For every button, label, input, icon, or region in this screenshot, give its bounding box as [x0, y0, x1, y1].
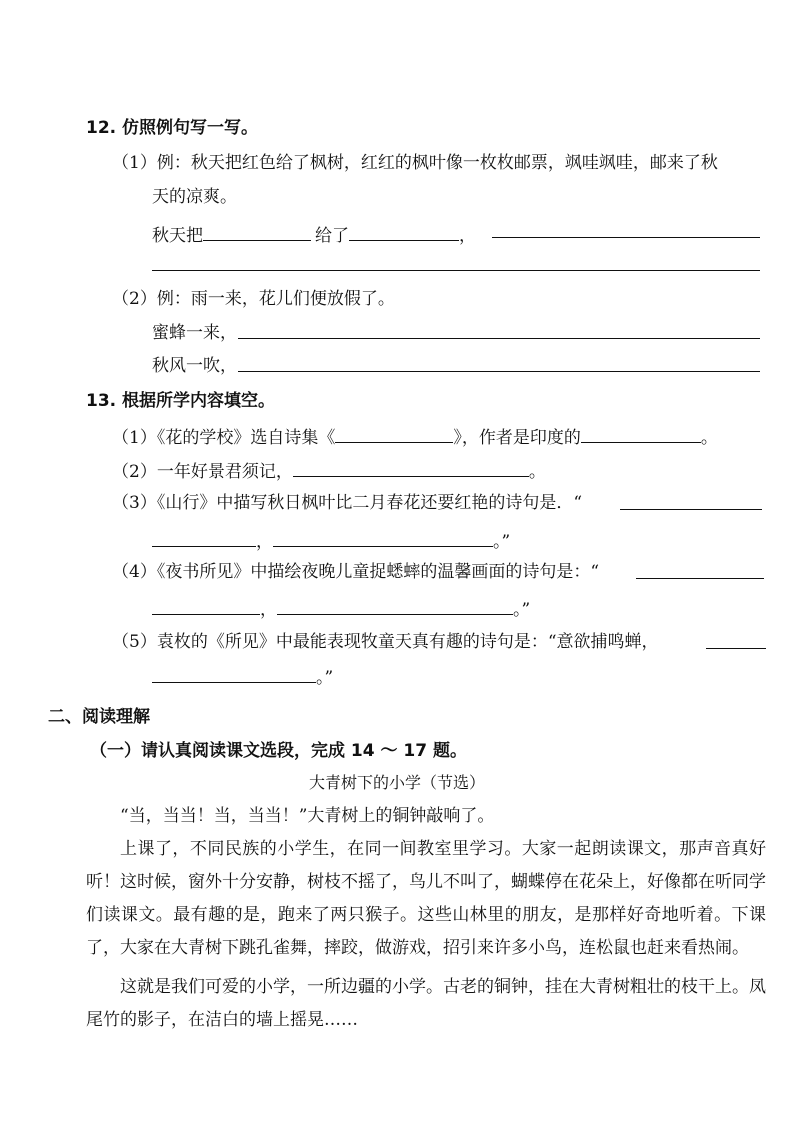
q12-part1-example-line1: （1）例：秋天把红色给了枫树，红红的枫叶像一枚枚邮票，飒哇飒哇，邮来了秋 [112, 153, 718, 173]
q13-item3-line2 [152, 528, 510, 553]
q13-item1-text-b: 》，作者是印度的 [453, 428, 581, 448]
q13-item4-blank2[interactable] [152, 596, 260, 615]
q12-part1-example-line2: 天的凉爽。 [152, 187, 237, 207]
q13-item1-text-c: 。 [700, 428, 718, 448]
q12-part1-blank2[interactable] [349, 222, 459, 241]
passage [86, 800, 766, 1037]
q13-item3-blank3[interactable] [273, 528, 493, 547]
q13-item1-blank2[interactable] [581, 424, 701, 443]
q13-item2-text-a: （2）一年好景君须记， [112, 462, 293, 482]
section2-sub-heading: （一）请认真阅读课文选段，完成 14 ～ 17 题。 [90, 741, 467, 761]
passage-title: 大青树下的小学（节选） [308, 773, 485, 792]
q12-part2-blank2[interactable] [238, 371, 760, 372]
q13-item3-blank1[interactable] [620, 509, 762, 510]
q13-item3-line1 [112, 492, 582, 514]
q13-heading: 13. 根据所学内容填空。 [86, 391, 276, 411]
q13-item5-text-a: （5）袁枚的《所见》中最能表现牧童天真有趣的诗句是：“意欲捕鸣蝉， [112, 632, 659, 652]
q13-item2-blank[interactable] [293, 458, 529, 477]
q12-part2-blank1[interactable] [238, 338, 760, 339]
q13-item3-text-a: （3）《山行》中描写秋日枫叶比二月春花还要红艳的诗句是．“ [112, 493, 583, 513]
section2-heading: 二、阅读理解 [48, 707, 150, 727]
q13-item1-blank1[interactable] [335, 424, 453, 443]
q13-item5-line2 [152, 664, 333, 689]
q12-part2-example: （2）例：雨一来，花儿们便放假了。 [112, 289, 395, 309]
q13-item4-line2 [152, 596, 530, 621]
q13-item4-blank1[interactable] [636, 578, 764, 579]
q13-item5-blank2[interactable] [152, 664, 316, 683]
q13-item1 [112, 424, 718, 449]
q13-item3-text-b: ， [256, 532, 273, 552]
q13-item4-text-b: ， [260, 600, 277, 620]
q12-part1-prompt-comma: ， [459, 226, 476, 246]
q13-item3-blank2[interactable] [152, 528, 256, 547]
q12-heading: 12. 仿照例句写一写。 [86, 118, 259, 138]
q13-item5-line1 [112, 631, 659, 653]
q13-item1-text-a: （1）《花的学校》选自诗集《 [112, 428, 336, 448]
q13-item4-text-c: 。” [513, 600, 531, 620]
passage-paragraph-2: 上课了，不同民族的小学生，在同一间教室里学习。大家一起朗读课文，那声音真好听！这时候，窗外十分安静，树枝不摇了，鸟儿不叫了，蝴蝶停在花朵上，好像都在听同学们读课文。最有趣的是，跑来了两只猴子。这些山林里的朋友，是那样好奇地听着。下课了，大家在大青树下跳孔雀舞，摔跤，做游戏，招引来许多小鸟，连松鼠也赶来看热闹。 [86, 839, 766, 958]
q13-item4-blank3[interactable] [277, 596, 513, 615]
q12-part2-prompt1: 蜜蜂一来， [152, 323, 237, 343]
q12-part1-prompt [152, 222, 476, 247]
q12-part2-prompt2: 秋风一吹， [152, 356, 237, 376]
q13-item3-text-c: 。” [493, 532, 511, 552]
q13-item4-line1 [112, 561, 599, 583]
q12-part1-blank1[interactable] [203, 222, 311, 241]
passage-paragraph-3: 这就是我们可爱的小学，一所边疆的小学。古老的铜钟，挂在大青树粗壮的枝干上。凤尾竹的影子，在洁白的墙上摇晃…… [86, 977, 766, 1030]
q12-part1-blank3[interactable] [492, 237, 760, 238]
q13-item5-blank1[interactable] [706, 648, 766, 649]
q13-item2-text-b: 。 [528, 462, 546, 482]
passage-paragraph-1: “当，当当！当，当当！”大青树上的铜钟敲响了。 [120, 806, 495, 826]
q12-part1-prompt-start: 秋天把 [152, 226, 203, 246]
q12-part1-prompt-mid: 给了 [315, 226, 349, 246]
q13-item5-text-b: 。” [316, 668, 334, 688]
q13-item4-text-a: （4）《夜书所见》中描绘夜晚儿童捉蟋蟀的温馨画面的诗句是：“ [112, 562, 600, 582]
q12-part1-blank4[interactable] [152, 270, 760, 271]
q13-item2 [112, 458, 546, 483]
